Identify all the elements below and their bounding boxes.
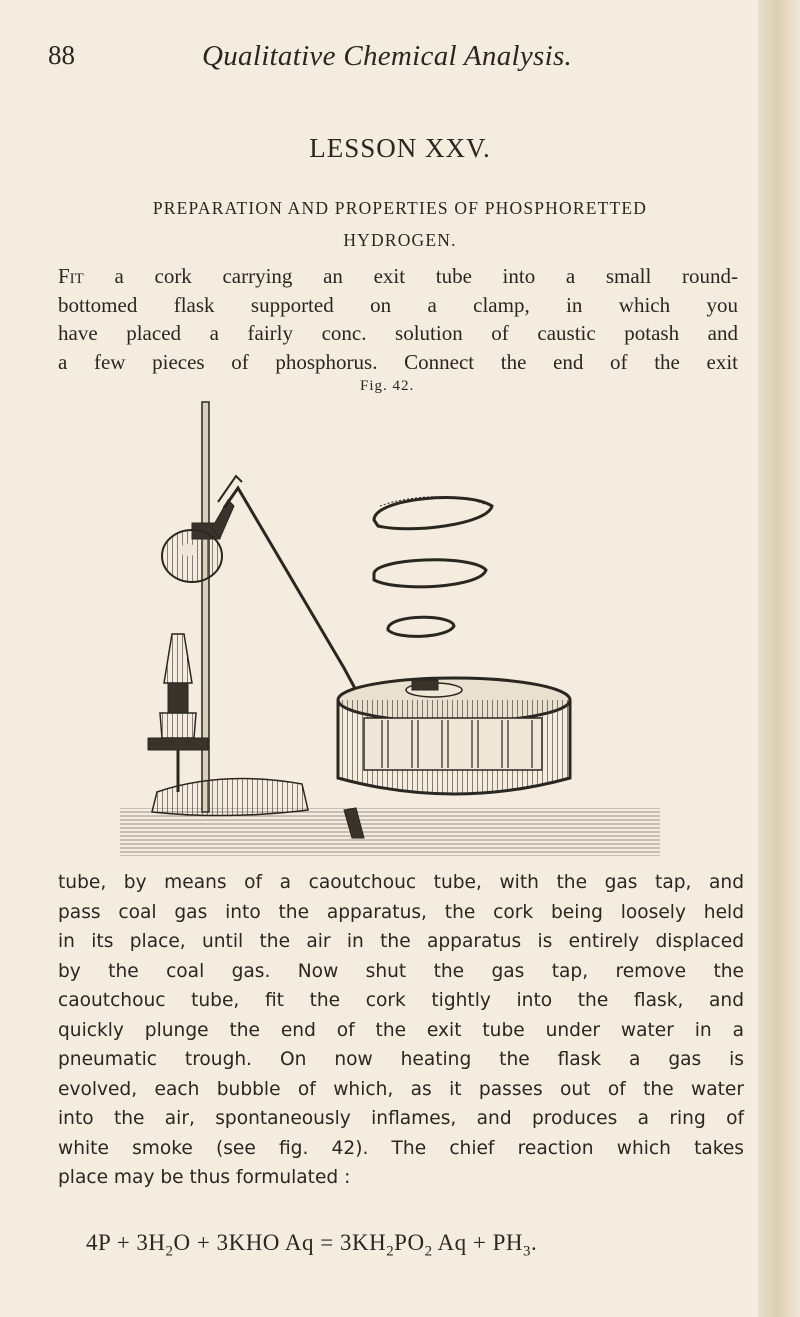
paragraph-line: pass coal gas into the apparatus, the cork being loosely held [58, 901, 744, 923]
smoke-rings [374, 497, 492, 637]
paragraph-line: bottomed flask supported on a clamp, in which you [58, 292, 738, 317]
first-word: Fit [58, 264, 84, 288]
paragraph-line: quickly plunge the end of the exit tube under water in a [58, 1019, 744, 1041]
figure-caption: Fig. 42. [360, 378, 415, 394]
paragraph-line: white smoke (see fig. 42). The chief reaction which takes [58, 1137, 744, 1159]
paragraph-line: evolved, each bubble of which, as it passes out of the water [58, 1078, 744, 1100]
lesson-subtitle [80, 192, 720, 256]
retort-stand [152, 402, 308, 816]
paragraph-line: caoutchouc tube, fit the cork tightly into the flask, and [58, 990, 744, 1011]
paragraph-line: by the coal gas. Now shut the gas tap, remove the [58, 960, 744, 982]
paragraph-line: place may be thus formulated : [58, 1167, 351, 1188]
round-bottomed-flask [162, 500, 234, 582]
paragraph-procedure [58, 868, 744, 1193]
running-title: Qualitative Chemical Analysis. [202, 40, 573, 72]
page-edge-shadow [758, 0, 800, 1317]
page-header [0, 40, 800, 80]
exit-tube [218, 476, 358, 694]
paragraph-line: into the air, spontaneously inflames, and produces a ring of [58, 1108, 744, 1129]
subtitle-line: HYDROGEN. [343, 230, 457, 250]
spirit-lamp [148, 634, 208, 792]
paragraph-line: have placed a fairly conc. solution of caustic potash and [58, 321, 738, 345]
subtitle-line: PREPARATION AND PROPERTIES OF PHOSPHORETTED [152, 198, 648, 218]
chemical-equation: $4P + 3H_2O + 3KHO$ $Aq = 3KH_2PO_2$ $Aq + PH_3$. [86, 1230, 538, 1260]
paragraph-intro [58, 262, 738, 376]
paragraph-line: in its place, until the air in the apparatus is entirely displaced [58, 931, 744, 952]
paragraph-line: Fit a cork carrying an exit tube into a small round- [58, 264, 738, 288]
paragraph-line: tube, by means of a caoutchouc tube, with the gas tap, and [58, 872, 744, 893]
paragraph-line: a few pieces of phosphorus. Connect the end of the exit [58, 349, 738, 374]
apparatus-illustration [112, 398, 672, 866]
paragraph-line: pneumatic trough. On now heating the flask a gas is [58, 1049, 744, 1070]
lesson-title: LESSON XXV. [309, 133, 491, 163]
page-number: 88 [48, 40, 75, 70]
